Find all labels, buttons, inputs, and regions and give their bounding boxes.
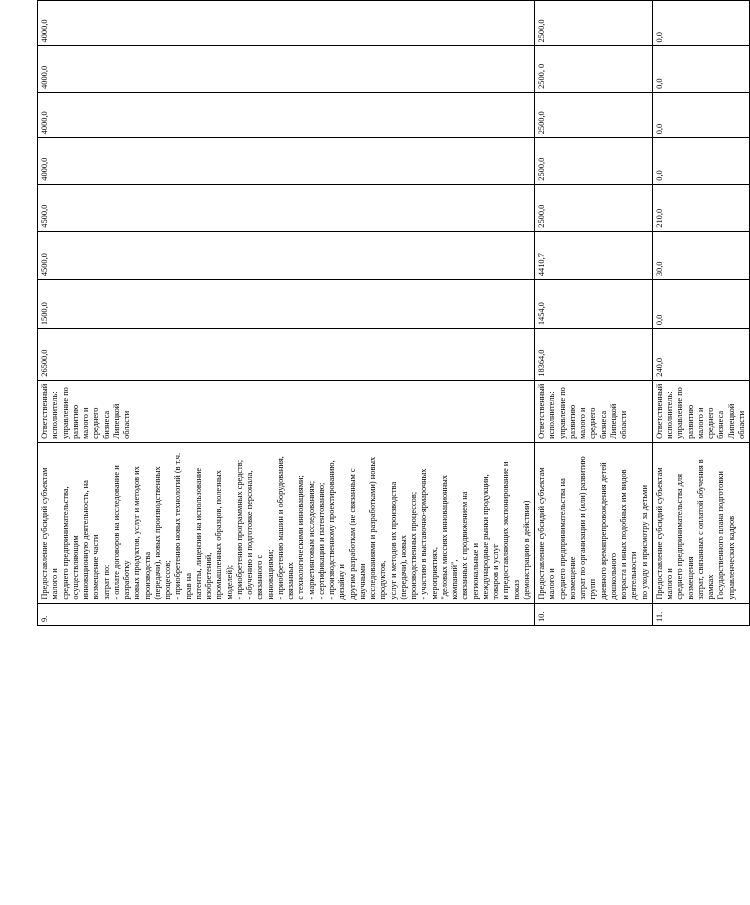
measure-description <box>38 442 535 603</box>
description-line: затрат, связанных с оплатой обучения в рамках <box>695 459 715 600</box>
description-line: новых продуктов, услуг и методов их производства <box>132 466 152 600</box>
value-cell: 1500,0 <box>38 280 535 329</box>
table-row <box>535 1 653 626</box>
description-line: дневного времяпрепровождения детей дошкольного <box>598 462 618 600</box>
description-line: - приобретению машин и оборудования, связанных <box>275 456 295 600</box>
description-line: Предоставление субсидий субъектам малого и <box>654 467 674 600</box>
description-line: промышленных образцов, полезных моделей); <box>214 470 234 600</box>
description-line: - оплате договоров на исследование и разработку <box>111 465 131 600</box>
description-line: затрат по организации и (или) развитию групп <box>578 456 598 600</box>
description-line: Предоставление субсидий субъектам малого и <box>40 467 60 600</box>
value-cell: 2500,0 <box>535 138 653 184</box>
row-number: 10. <box>535 603 653 625</box>
measure-description <box>535 442 653 603</box>
value-cell: 0,0 <box>652 1 749 46</box>
description-line: среднего предпринимательства, осуществляющим <box>60 486 80 600</box>
description-line: (передачи), новых производственных процессов; <box>152 466 172 600</box>
value-cell: 0,0 <box>652 138 749 184</box>
description-line: и предоставляющих экспонирование и показ <box>501 461 521 600</box>
description-line: патенты, лицензии на использование изобретений, <box>193 467 213 600</box>
value-cell: 240,0 <box>652 329 749 381</box>
description-line: возраста и иных подобных им видов деятельности <box>619 469 639 600</box>
description-line: затрат по: <box>101 564 111 600</box>
description-line: "деловых миссиях инновационных компаний", <box>439 475 459 600</box>
description-line: - производственному проектированию, дизайну и <box>327 460 347 600</box>
description-line: - приобретению программных средств; <box>234 459 244 600</box>
description-line: управленческих кадров <box>726 515 736 600</box>
value-cell: 0,0 <box>652 92 749 137</box>
responsible-executor: Ответственный исполнитель: управление по развитию малого и среднего бизнеса Липецкой области <box>535 380 653 442</box>
value-cell: 1454,0 <box>535 280 653 329</box>
description-line: инновационную деятельность, на возмещение части <box>81 480 101 600</box>
row-number: 9. <box>38 603 535 625</box>
value-cell: 26500,0 <box>38 329 535 381</box>
program-table <box>37 0 750 626</box>
value-cell: 4410,7 <box>535 231 653 279</box>
description-line: - обучению и подготовке персонала, связанного с <box>245 470 265 600</box>
value-cell: 0,0 <box>652 46 749 92</box>
value-cell: 4000,0 <box>38 1 535 46</box>
responsible-executor: Ответственный исполнитель: управление по развитию малого и среднего бизнеса Липецкой области <box>652 380 749 442</box>
value-cell: 18364,0 <box>535 329 653 381</box>
value-cell: 4500,0 <box>38 231 535 279</box>
value-cell: 210,0 <box>652 184 749 231</box>
description-line: среднего предпринимательства на возмещение <box>557 478 577 600</box>
value-cell: 2500, 0 <box>535 46 653 92</box>
value-cell: 2500,0 <box>535 92 653 137</box>
value-cell: 4000,0 <box>38 138 535 184</box>
description-line: - маркетинговым исследованиям; <box>306 480 316 600</box>
value-cell: 4000,0 <box>38 92 535 137</box>
description-line: Предоставление субсидий субъектам малого и <box>537 467 557 600</box>
description-line: связанных с продвижением на региональные и <box>460 491 480 600</box>
table-row <box>652 1 749 626</box>
description-line: - приобретению новых технологий (в т.ч. прав на <box>173 452 193 600</box>
description-line: другим разработкам (не связанным с научными <box>347 468 367 600</box>
description-line: Государственного плана подготовки <box>716 471 726 600</box>
description-line: (демонстрацию в действии) <box>521 500 531 600</box>
measure-description <box>652 442 749 603</box>
description-line: среднего предпринимательства для возмещения <box>675 474 695 600</box>
description-line: производственных процессов; <box>409 491 418 600</box>
description-line: исследованиями и разработками) новых продуктов, <box>368 456 388 600</box>
description-line: услуг и методов их производства (передачи), новых <box>388 481 408 600</box>
responsible-executor: Ответственный исполнитель: управление по развитию малого и среднего бизнеса Липецкой области <box>38 380 535 442</box>
value-cell: 2500,0 <box>535 184 653 231</box>
description-line: - участию в выставочно-ярмарочных мероприятиях, <box>419 468 439 600</box>
description-line: инновациями; <box>265 549 275 600</box>
value-cell: 2500,0 <box>535 1 653 46</box>
value-cell: 4000,0 <box>38 46 535 92</box>
row-number: 11. <box>652 603 749 625</box>
description-line: - сертификации и патентованию; <box>316 482 326 600</box>
description-line: с технологическими инновациями; <box>296 475 306 600</box>
description-line: по уходу и присмотру за детьми <box>639 485 649 600</box>
table-row <box>38 1 535 626</box>
value-cell: 0,0 <box>652 280 749 329</box>
value-cell: 4500,0 <box>38 184 535 231</box>
description-line: международные рынки продукции, товаров и услуг <box>480 474 500 600</box>
value-cell: 30,0 <box>652 231 749 279</box>
